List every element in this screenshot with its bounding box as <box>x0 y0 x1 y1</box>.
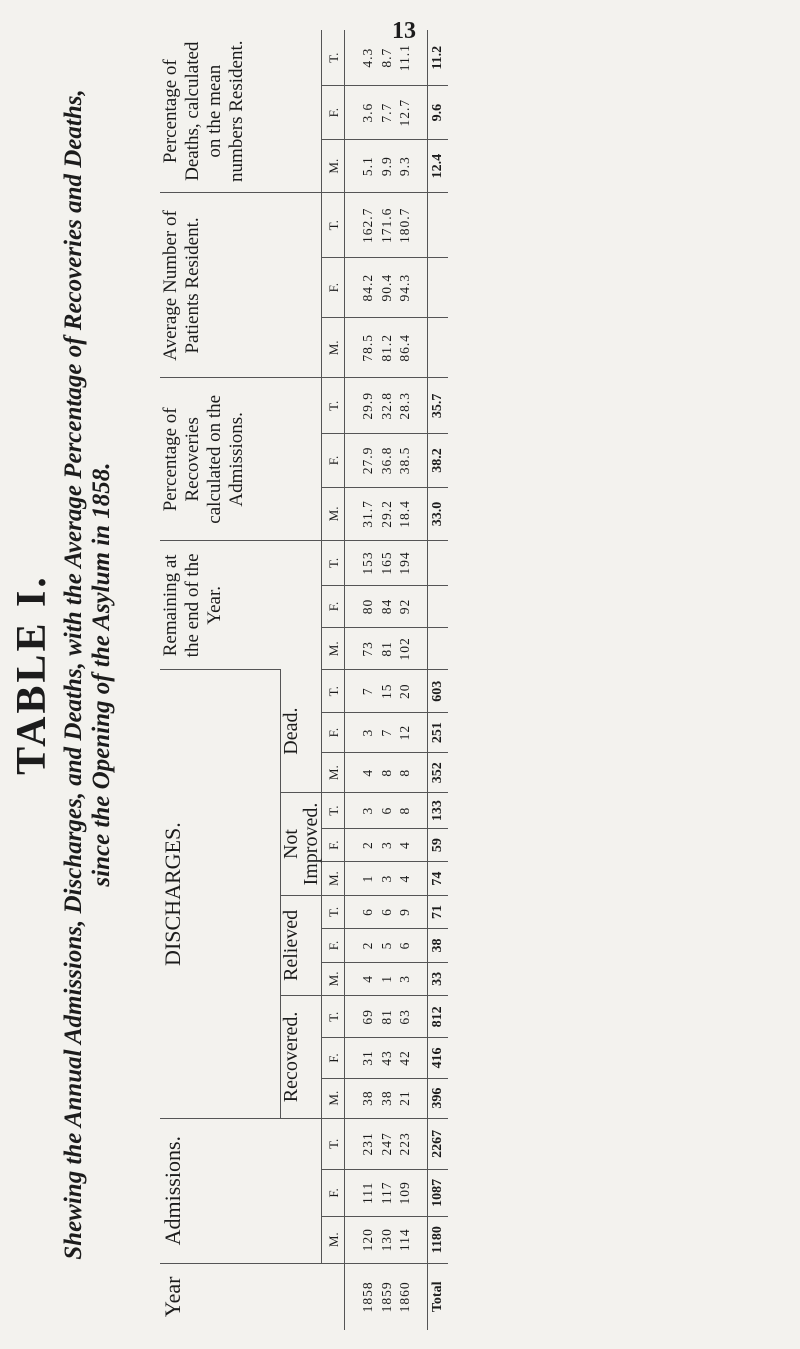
table-cell: 84.2 <box>360 273 375 302</box>
column-pct_rec-t <box>345 378 428 434</box>
table-cell: 20 <box>397 683 412 700</box>
column-avg-t <box>345 193 428 258</box>
total-cell: 9.6 <box>427 86 448 140</box>
table-cell: 8 <box>397 768 412 777</box>
header-average-number: Average Number of Patients Resident. <box>160 193 322 378</box>
column-dead-f <box>345 713 428 753</box>
table-cell: 63 <box>397 1009 412 1025</box>
table-cell: 36.8 <box>378 446 394 475</box>
page-number: 13 <box>392 18 416 44</box>
table-cell: 102 <box>397 637 412 661</box>
total-cell <box>427 585 448 627</box>
table-cell: 111 <box>360 1181 375 1205</box>
table-cell: 11.1 <box>397 44 412 72</box>
column-avg-m <box>345 318 428 378</box>
table-cell: 43 <box>378 1050 394 1066</box>
header-adm-t: T. <box>322 1118 345 1169</box>
table-cell: 73 <box>360 641 375 657</box>
header-rec-m: M. <box>322 1078 345 1118</box>
column-rel-f <box>345 929 428 962</box>
total-cell: 1180 <box>427 1216 448 1263</box>
table-cell: 81 <box>378 641 394 657</box>
table-cell: 4 <box>397 841 412 850</box>
table-cell: 29.2 <box>378 500 394 528</box>
header-ni-t: T. <box>322 793 345 829</box>
table-cell: 153 <box>360 551 375 575</box>
column-pct_death-f <box>345 86 428 140</box>
total-cell: 416 <box>427 1038 448 1078</box>
table-cell: 38 <box>360 1090 375 1106</box>
table-cell: 31 <box>360 1050 375 1066</box>
table-cell: 1 <box>378 975 394 983</box>
column-adm-m <box>345 1216 428 1263</box>
table-cell: 32.8 <box>378 392 394 420</box>
table-cell: 81.2 <box>378 334 394 362</box>
header-pct_death-m: M. <box>322 139 345 193</box>
table-cell: 3 <box>378 874 394 883</box>
column-ni-f <box>345 828 428 861</box>
table-cell: 7 <box>360 687 375 696</box>
header-pct_rec-t: T. <box>322 378 345 434</box>
total-cell: 251 <box>427 713 448 753</box>
table-cell: 2 <box>360 941 375 950</box>
table-cell: 223 <box>397 1132 412 1156</box>
header-rem-t: T. <box>322 541 345 586</box>
table-subtitle-line2: since the Opening of the Asylum in 1858. <box>88 462 115 887</box>
table-cell: 180.7 <box>397 207 412 243</box>
header-year: Year <box>160 1263 345 1330</box>
table-cell: 3 <box>360 806 375 815</box>
table-cell: 38 <box>378 1090 394 1106</box>
column-adm-t <box>345 1118 428 1169</box>
table-cell: 117 <box>378 1181 394 1205</box>
table-cell: 4 <box>360 975 375 983</box>
table-cell: 8 <box>397 806 412 815</box>
table-cell: 7.7 <box>378 102 394 123</box>
header-dead-t: T. <box>322 670 345 713</box>
total-cell: 2267 <box>427 1118 448 1169</box>
header-rem-m: M. <box>322 628 345 670</box>
table-cell: 162.7 <box>360 207 375 243</box>
header-pct_death-t: T. <box>322 30 345 86</box>
table-cell: 231 <box>360 1132 375 1156</box>
total-cell: 35.7 <box>427 378 448 434</box>
column-avg-f <box>345 258 428 318</box>
table-cell: 114 <box>397 1228 412 1252</box>
table-cell: 8 <box>378 768 394 777</box>
total-cell: 74 <box>427 862 448 895</box>
table-cell: 81 <box>378 1009 394 1025</box>
table-cell: 1 <box>360 874 375 883</box>
table-cell: 27.9 <box>360 446 375 475</box>
table-cell: 6 <box>378 806 394 815</box>
total-cell: 11.2 <box>427 30 448 86</box>
header-avg-f: F. <box>322 258 345 318</box>
table-cell: 92 <box>397 598 412 615</box>
total-cell: 133 <box>427 793 448 829</box>
table-cell: 2 <box>360 841 375 850</box>
table-cell: 28.3 <box>397 392 412 420</box>
total-cell: 352 <box>427 753 448 793</box>
table-cell: 80 <box>360 598 375 615</box>
table-cell: 90.4 <box>378 273 394 302</box>
header-rel-m: M. <box>322 962 345 995</box>
header-dead-m: M. <box>322 753 345 793</box>
total-cell: 33 <box>427 962 448 995</box>
table-cell: 12 <box>397 724 412 741</box>
table-cell: 6 <box>360 908 375 916</box>
table-cell: 94.3 <box>397 273 412 302</box>
total-cell <box>427 318 448 378</box>
total-cell: 812 <box>427 996 448 1038</box>
table-cell: 6 <box>397 941 412 950</box>
header-recovered: Recovered. <box>281 996 322 1119</box>
table-cell: 5 <box>378 941 394 950</box>
table-cell: 21 <box>397 1090 412 1106</box>
table-cell: 12.7 <box>397 98 412 127</box>
total-cell: 33.0 <box>427 487 448 541</box>
header-dead-f: F. <box>322 713 345 753</box>
total-cell: 1087 <box>427 1170 448 1217</box>
column-rel-m <box>345 962 428 995</box>
table-cell: 9.3 <box>397 156 412 177</box>
header-pct_rec-m: M. <box>322 487 345 541</box>
table-cell: 8.7 <box>378 47 394 68</box>
total-cell: 59 <box>427 828 448 861</box>
table-cell: 6 <box>378 908 394 916</box>
header-pct_death-f: F. <box>322 86 345 140</box>
header-avg-t: T. <box>322 193 345 258</box>
header-rec-t: T. <box>322 996 345 1038</box>
total-cell <box>427 541 448 586</box>
column-ni-t <box>345 793 428 829</box>
total-cell: 38 <box>427 929 448 962</box>
column-pct_death-m <box>345 139 428 193</box>
header-rel-t: T. <box>322 895 345 928</box>
column-rec-f <box>345 1038 428 1078</box>
table-cell: 15 <box>378 683 394 700</box>
column-rem-t <box>345 541 428 586</box>
header-dead: Dead. <box>281 670 322 793</box>
statistics-table <box>160 30 448 1330</box>
table-label: TABLE I. <box>9 574 55 775</box>
column-adm-f <box>345 1170 428 1217</box>
table-cell: 3 <box>360 728 375 737</box>
table-cell: 86.4 <box>397 334 412 362</box>
column-pct_death-t <box>345 30 428 86</box>
statistics-table-wrapper <box>160 30 720 1330</box>
header-rel-f: F. <box>322 929 345 962</box>
table-cell: 109 <box>397 1181 412 1205</box>
header-not-improved: Not Improved. <box>281 793 322 896</box>
table-cell: 84 <box>378 598 394 615</box>
table-cell: 120 <box>360 1228 375 1252</box>
year-cell: 1858 <box>360 1281 375 1313</box>
table-cell: 7 <box>378 728 394 737</box>
header-ni-m: M. <box>322 862 345 895</box>
table-cell: 69 <box>360 1009 375 1025</box>
table-cell: 29.9 <box>360 392 375 420</box>
table-cell: 3.6 <box>360 102 375 123</box>
total-cell: 71 <box>427 895 448 928</box>
header-adm-f: F. <box>322 1170 345 1217</box>
table-row <box>345 30 428 1330</box>
table-caption <box>0 0 140 1349</box>
table-cell: 42 <box>397 1050 412 1066</box>
total-row <box>427 30 448 1330</box>
header-remaining: Remaining at the end of the Year. <box>160 541 322 670</box>
total-cell <box>427 628 448 670</box>
table-cell: 5.1 <box>360 156 375 177</box>
table-cell: 247 <box>378 1132 394 1156</box>
table-subtitle: Shewing the Annual Admissions, Discharges, and Deaths, with the Average Percentage of Recoveries and Deaths, <box>60 89 87 1260</box>
table-cell: 9 <box>397 908 412 916</box>
table-cell: 9.9 <box>378 156 394 177</box>
total-cell: 38.2 <box>427 434 448 488</box>
table-cell: 165 <box>378 551 394 575</box>
table-cell: 171.6 <box>378 207 394 243</box>
column-rec-t <box>345 996 428 1038</box>
header-percentage-recoveries: Percentage of Recoveries calculated on the Admissions. <box>160 378 322 541</box>
table-cell: 3 <box>378 841 394 850</box>
header-avg-m: M. <box>322 318 345 378</box>
table-cell: 31.7 <box>360 500 375 528</box>
table-cell: 130 <box>378 1228 394 1252</box>
header-adm-m: M. <box>322 1216 345 1263</box>
header-percentage-deaths: Percentage of Deaths, calculated on the mean numbers Resident. <box>160 30 322 193</box>
column-dead-m <box>345 753 428 793</box>
table-cell: 4.3 <box>360 47 375 68</box>
table-cell: 194 <box>397 551 412 575</box>
total-cell <box>427 193 448 258</box>
column-ni-m <box>345 862 428 895</box>
header-admissions: Admissions. <box>160 1118 322 1263</box>
year-cell: 1859 <box>378 1281 394 1313</box>
year-column <box>345 1263 428 1330</box>
table-cell: 78.5 <box>360 334 375 362</box>
total-cell <box>427 258 448 318</box>
total-cell: 396 <box>427 1078 448 1118</box>
column-rel-t <box>345 895 428 928</box>
table-cell: 18.4 <box>397 500 412 528</box>
column-rec-m <box>345 1078 428 1118</box>
header-pct_rec-f: F. <box>322 434 345 488</box>
header-ni-f: F. <box>322 828 345 861</box>
table-cell: 4 <box>397 874 412 883</box>
header-discharges: DISCHARGES. <box>160 670 281 1118</box>
total-label: Total <box>427 1263 448 1330</box>
total-cell: 603 <box>427 670 448 713</box>
table-cell: 3 <box>397 975 412 983</box>
total-cell: 12.4 <box>427 139 448 193</box>
header-rem-f: F. <box>322 585 345 627</box>
table-cell: 4 <box>360 768 375 777</box>
column-rem-f <box>345 585 428 627</box>
column-pct_rec-m <box>345 487 428 541</box>
header-rec-f: F. <box>322 1038 345 1078</box>
column-dead-t <box>345 670 428 713</box>
year-cell: 1860 <box>397 1281 412 1313</box>
column-pct_rec-f <box>345 434 428 488</box>
column-rem-m <box>345 628 428 670</box>
header-relieved: Relieved <box>281 895 322 995</box>
table-cell: 38.5 <box>397 446 412 475</box>
